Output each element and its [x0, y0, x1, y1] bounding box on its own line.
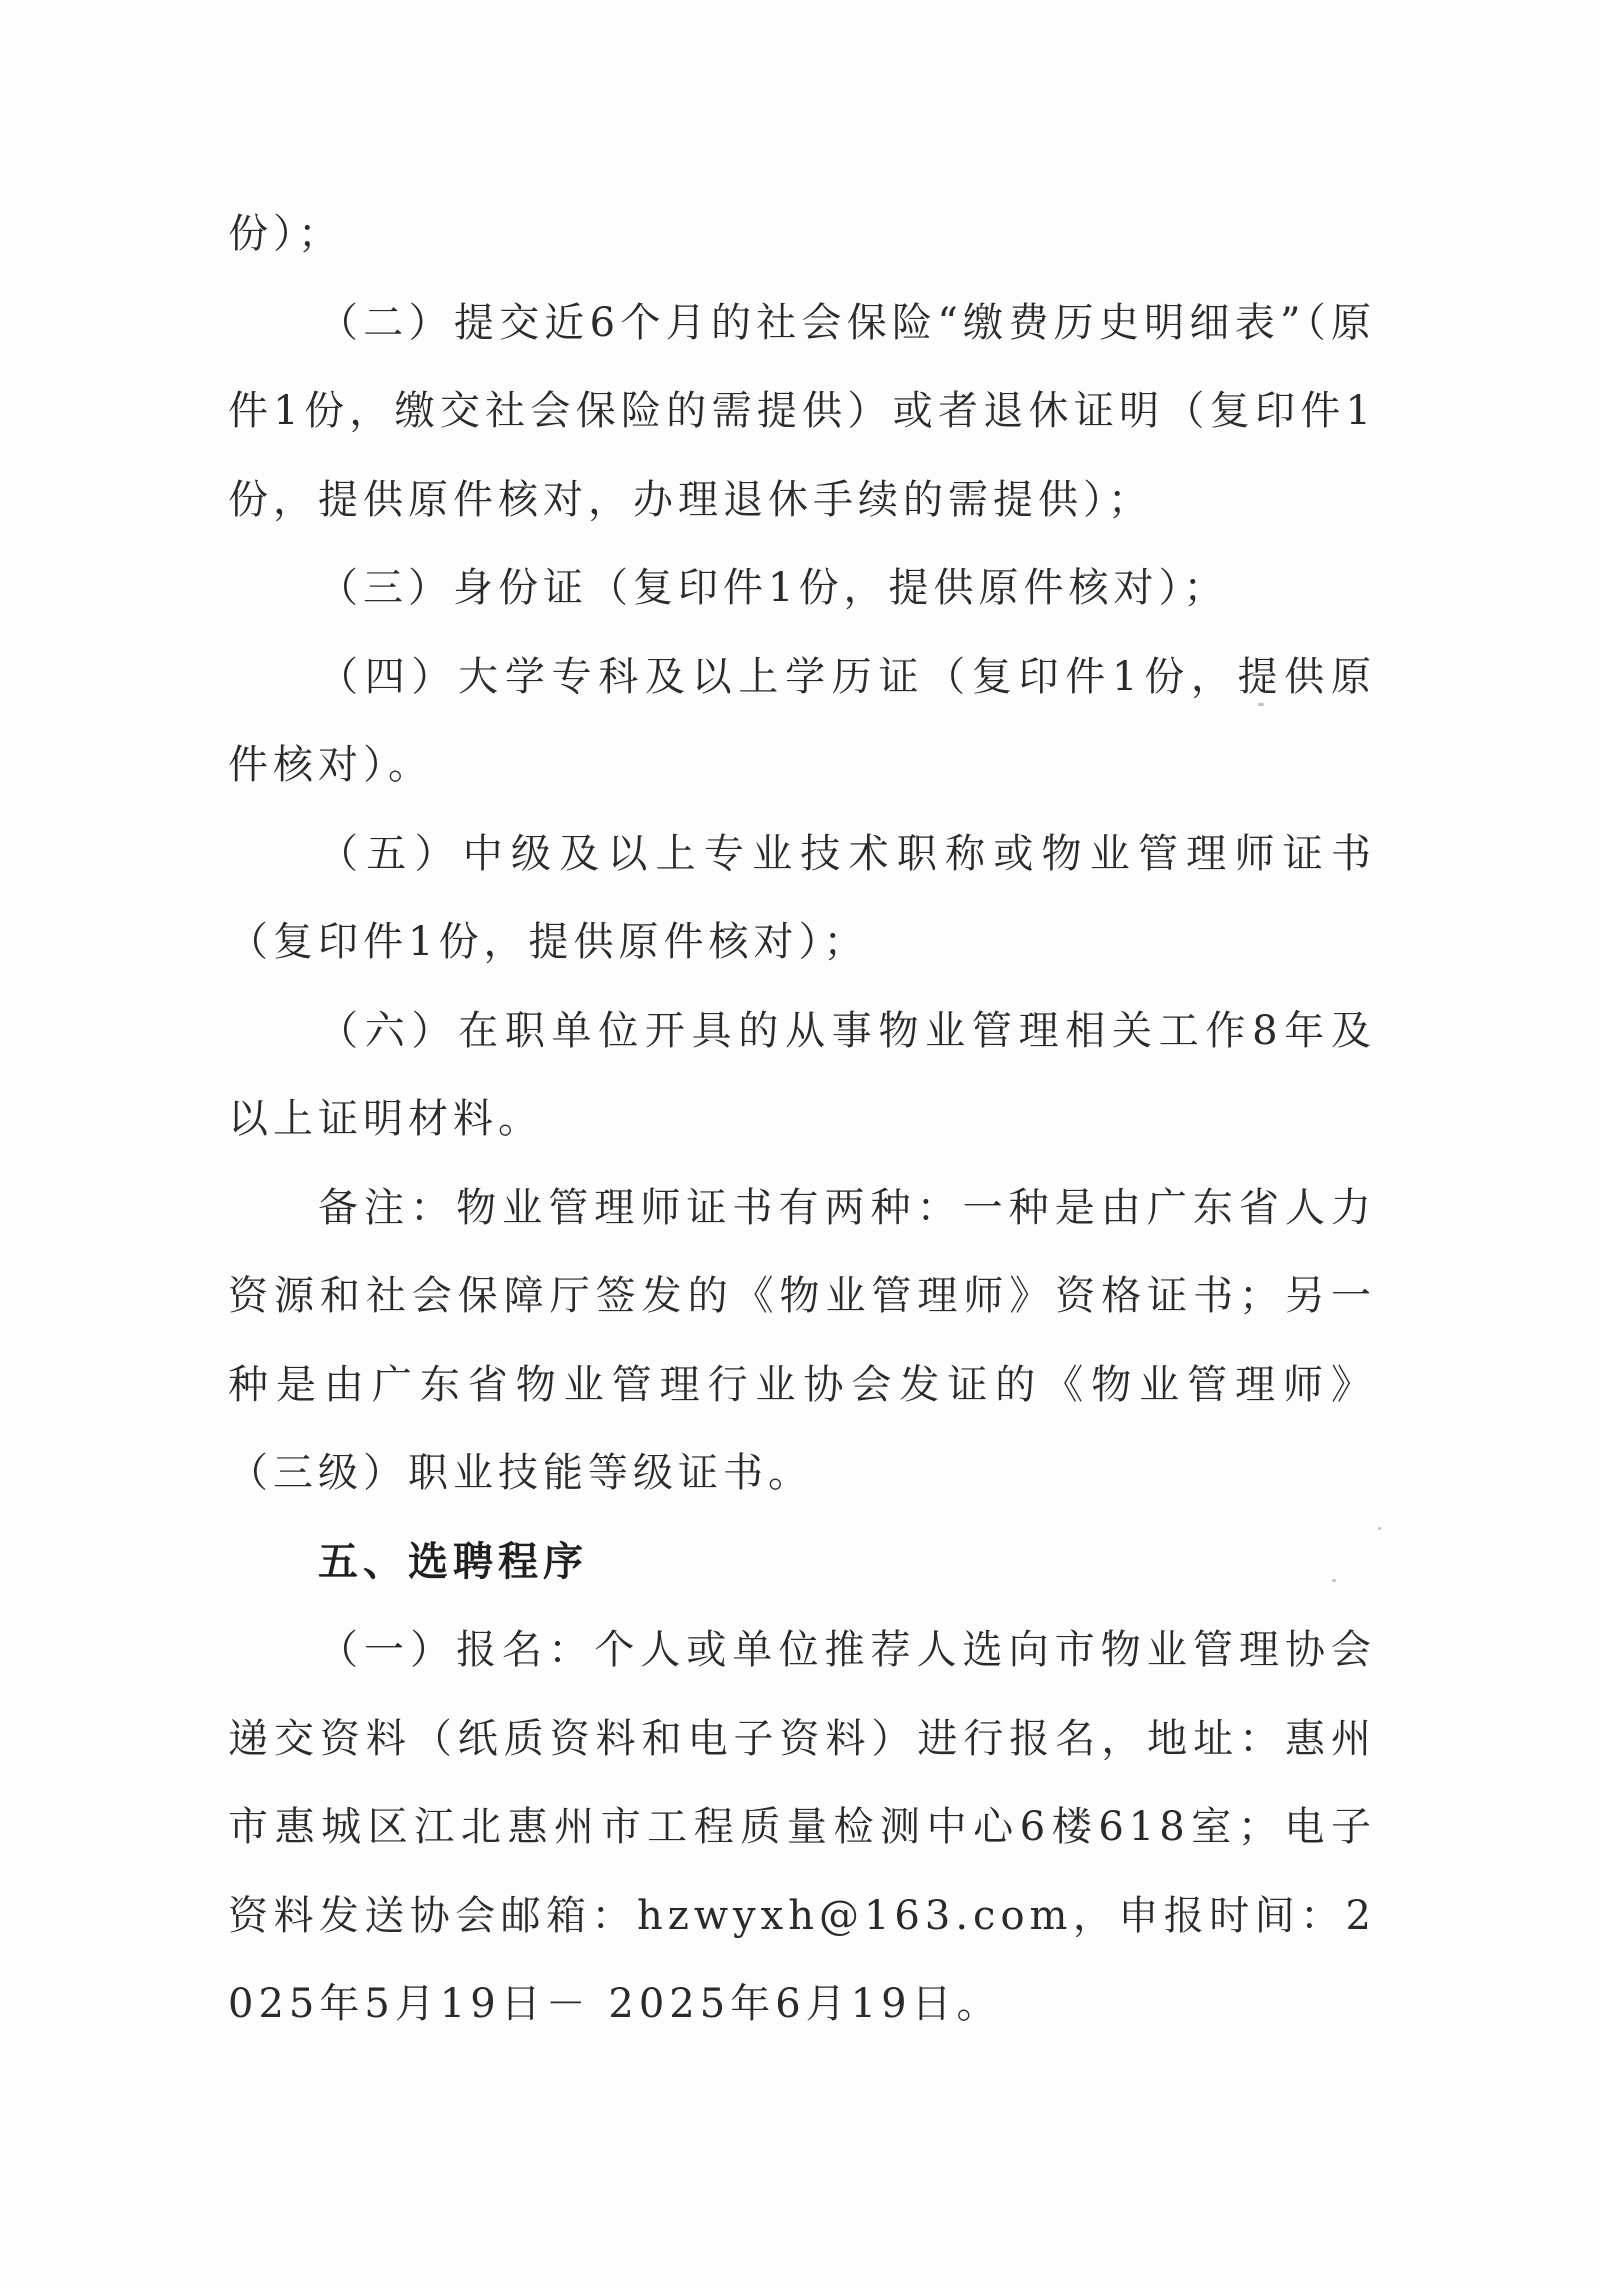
- section-heading-selection-procedure: 五、选聘程序: [318, 1537, 588, 1585]
- paragraph-item-2-social-insurance: （二）提交近6个月的社会保险“缴费历史明细表”（原件1份，缴交社会保险的需提供）或者退休证明（复印件1份，提供原件核对，办理退休手续的需提供）；: [228, 299, 1376, 523]
- paragraph-item-6-employment-proof: （六）在职单位开具的从事物业管理相关工作8年及以上证明材料。: [228, 1007, 1376, 1142]
- paragraph-continuation: 份）；: [228, 211, 343, 257]
- paragraph-registration: （一）报名：个人或单位推荐人选向市物业管理协会递交资料（纸质资料和电子资料）进行报名，地址：惠州市惠城区江北惠州市工程质量检测中心6楼618室；电子资料发送协会邮箱：hzwyxh@163.com，申报时间：2025年5月19日－ 2025年6月19日。: [228, 1627, 1376, 2027]
- paragraph-item-5-certificate: （五）中级及以上专业技术职称或物业管理师证书（复印件1份，提供原件核对）；: [228, 830, 1376, 965]
- paragraph-remark: 备注：物业管理师证书有两种：一种是由广东省人力资源和社会保障厅签发的《物业管理师》资格证书；另一种是由广东省物业管理行业协会发证的《物业管理师》（三级）职业技能等级证书。: [228, 1184, 1376, 1496]
- scan-speck: [1258, 703, 1264, 706]
- scan-speck: [1378, 1527, 1381, 1530]
- scan-speck: [1332, 1579, 1336, 1582]
- document-body: [228, 190, 1376, 2049]
- paragraph-item-4-diploma: （四）大学专科及以上学历证（复印件1份，提供原件核对）。: [228, 653, 1376, 788]
- paragraph-item-3-id-card: （三）身份证（复印件1份，提供原件核对）；: [318, 565, 1229, 611]
